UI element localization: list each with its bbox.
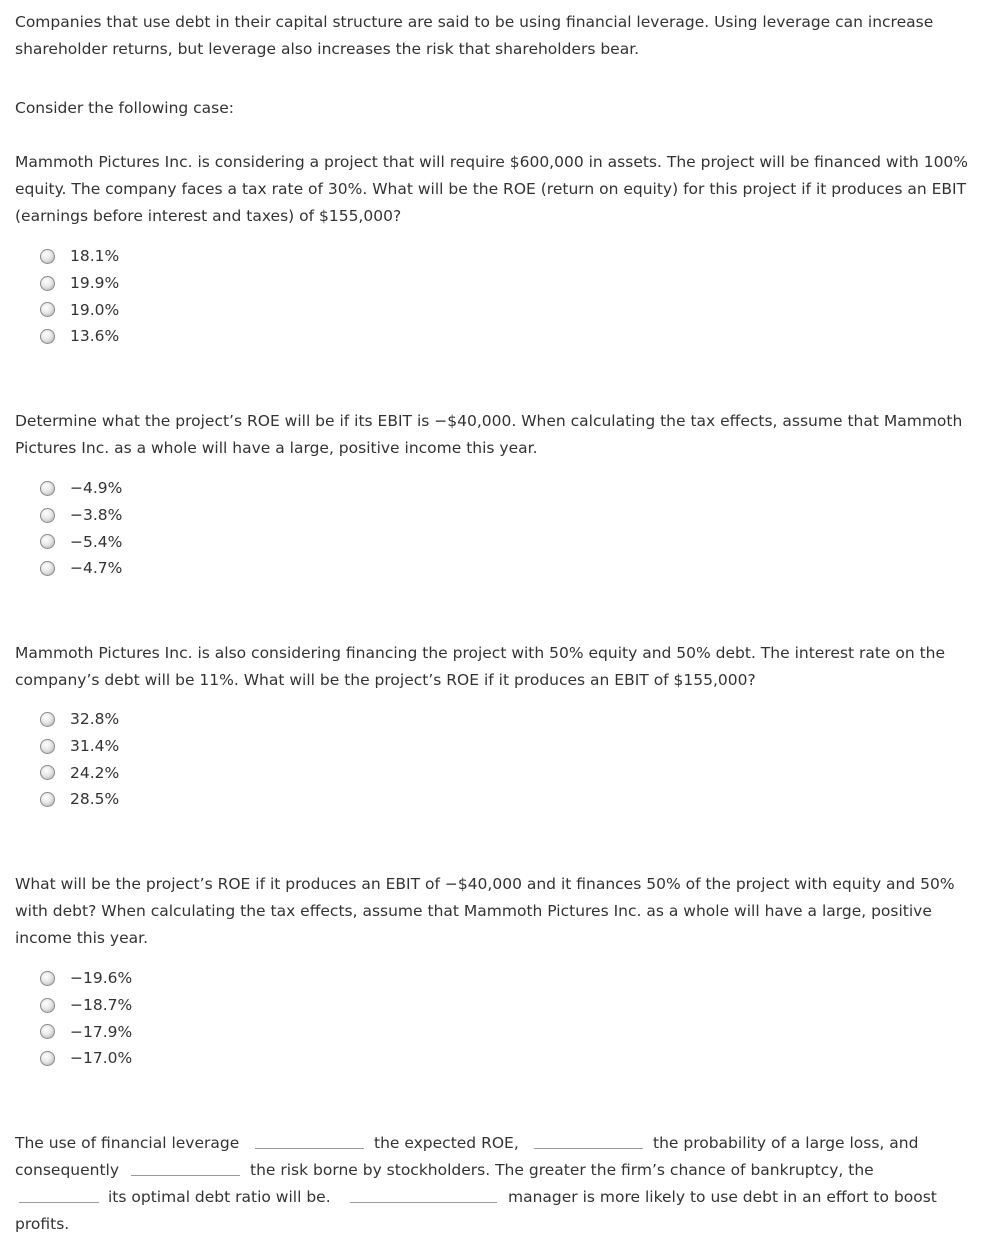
fill-text-6: its optimal debt ratio will be. — [108, 1188, 331, 1206]
question-4-option-1[interactable] — [40, 965, 132, 992]
question-1-option-2[interactable] — [40, 270, 119, 297]
question-4-option-4[interactable] — [40, 1045, 132, 1072]
question-4-option-2[interactable] — [40, 992, 132, 1019]
option-label: 32.8% — [70, 710, 120, 729]
radio-button[interactable] — [40, 765, 55, 780]
question-1-option-4[interactable] — [40, 323, 119, 350]
fill-text-7: manager is more likely to use debt in an effort to boost — [508, 1188, 937, 1206]
option-label: 31.4% — [70, 737, 120, 756]
radio-button[interactable] — [40, 276, 55, 291]
radio-button[interactable] — [40, 329, 55, 344]
question-2-option-4[interactable] — [40, 555, 122, 582]
question-2-text: Determine what the project’s ROE will be if its EBIT is −$40,000. When calculating the tax effects, assume that Mammoth Pictures Inc. as a whole will have a large, positive income this year. — [15, 412, 963, 457]
blank-dropdown-2[interactable] — [534, 1134, 643, 1149]
option-label: −19.6% — [70, 969, 133, 988]
option-label: 19.0% — [70, 300, 120, 319]
radio-button[interactable] — [40, 998, 55, 1013]
question-1-option-1[interactable] — [40, 243, 119, 270]
radio-button[interactable] — [40, 302, 55, 317]
radio-button[interactable] — [40, 712, 55, 727]
option-label: 28.5% — [70, 790, 120, 809]
fill-text-2: the expected ROE, — [374, 1134, 519, 1152]
question-3-option-3[interactable] — [40, 759, 119, 786]
question-3-options — [40, 706, 119, 813]
radio-button[interactable] — [40, 508, 55, 523]
radio-button[interactable] — [40, 792, 55, 807]
option-label: 18.1% — [70, 247, 120, 266]
blank-dropdown-4[interactable] — [19, 1188, 99, 1203]
question-2-option-3[interactable] — [40, 528, 122, 555]
question-3-option-1[interactable] — [40, 706, 119, 733]
blank-dropdown-3[interactable] — [131, 1161, 240, 1176]
question-3-option-2[interactable] — [40, 733, 119, 760]
question-2-options — [40, 475, 122, 582]
fill-text-1: The use of financial leverage — [15, 1134, 240, 1152]
radio-button[interactable] — [40, 534, 55, 549]
radio-button[interactable] — [40, 1051, 55, 1066]
option-label: −4.7% — [70, 559, 123, 578]
option-label: −18.7% — [70, 996, 133, 1015]
radio-button[interactable] — [40, 971, 55, 986]
option-label: 24.2% — [70, 763, 120, 782]
question-2-option-1[interactable] — [40, 475, 122, 502]
question-1-options — [40, 243, 119, 350]
option-label: −3.8% — [70, 506, 123, 525]
question-2-option-2[interactable] — [40, 502, 122, 529]
option-label: −17.0% — [70, 1049, 133, 1068]
radio-button[interactable] — [40, 561, 55, 576]
question-3-text: Mammoth Pictures Inc. is also considering financing the project with 50% equity and 50% debt. The interest rate on the company’s debt will be 11%. What will be the project’s ROE if it produces an EBIT of $155,000? — [15, 644, 946, 689]
fill-text-5: the risk borne by stockholders. The greater the firm’s chance of bankruptcy, the — [250, 1161, 874, 1179]
fill-text-3: the probability of a large loss, and — [653, 1134, 919, 1152]
option-label: 19.9% — [70, 274, 120, 293]
radio-button[interactable] — [40, 481, 55, 496]
fill-text-8: profits. — [15, 1215, 70, 1233]
question-1-text: Mammoth Pictures Inc. is considering a project that will require $600,000 in assets. The project will be financed with 100% equity. The company faces a tax rate of 30%. What will be the ROE (return on equity) for this project if it produces an EBIT (earnings before interest and taxes) of $155,000? — [15, 153, 969, 225]
blank-dropdown-1[interactable] — [255, 1134, 364, 1149]
radio-button[interactable] — [40, 1024, 55, 1039]
option-label: −4.9% — [70, 479, 123, 498]
question-3-option-4[interactable] — [40, 786, 119, 813]
option-label: −17.9% — [70, 1022, 133, 1041]
radio-button[interactable] — [40, 739, 55, 754]
case-heading: Consider the following case: — [15, 99, 235, 117]
fill-text-4: consequently — [15, 1161, 120, 1179]
question-4-options — [40, 965, 132, 1072]
question-4-option-3[interactable] — [40, 1018, 132, 1045]
option-label: 13.6% — [70, 327, 120, 346]
radio-button[interactable] — [40, 249, 55, 264]
question-1-option-3[interactable] — [40, 296, 119, 323]
blank-dropdown-5[interactable] — [350, 1188, 497, 1203]
leverage-fill-in-paragraph — [15, 1130, 970, 1238]
intro-text: Companies that use debt in their capital structure are said to be using financial leverage. Using leverage can increase shareholder returns, but leverage also increases the risk that shareholders bear. — [15, 13, 934, 58]
option-label: −5.4% — [70, 532, 123, 551]
question-4-text: What will be the project’s ROE if it produces an EBIT of −$40,000 and it finances 50% of the project with equity and 50% with debt? When calculating the tax effects, assume that Mammoth Pictures Inc. as a whole will have a large, positive income this year. — [15, 875, 955, 947]
